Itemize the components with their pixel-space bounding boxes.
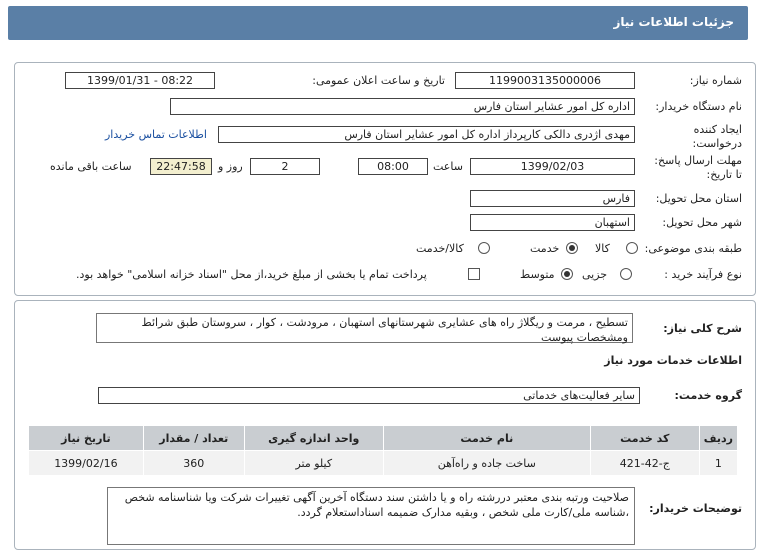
buyer-contact-link[interactable]: اطلاعات تماس خریدار xyxy=(105,128,207,141)
cell-unit: کیلو متر xyxy=(244,451,383,476)
service-group-field: سایر فعالیت‌های خدماتی xyxy=(98,387,640,404)
cell-service-name: ساخت جاده و راه‌آهن xyxy=(383,451,590,476)
remaining-days-label: روز و xyxy=(218,160,243,173)
purchase-type-label: نوع فرآیند خرید : xyxy=(664,268,742,281)
col-row-number: ردیف xyxy=(699,426,737,451)
table-header-row xyxy=(29,426,738,451)
purchase-type-radio-minor[interactable] xyxy=(620,268,632,280)
col-service-name: نام خدمت xyxy=(383,426,590,451)
requester-label-line2: درخواست: xyxy=(692,137,742,150)
col-quantity: تعداد / مقدار xyxy=(143,426,244,451)
announce-datetime-label: تاریخ و ساعت اعلان عمومی: xyxy=(312,74,445,87)
col-service-code: کد خدمت xyxy=(590,426,699,451)
deadline-time-field: 08:00 xyxy=(358,158,428,175)
description-box: تسطیح ، مرمت و ریگلاژ راه های عشایری شهرستانهای استهبان ، مرودشت ، کوار ، سروستان طبق شرائط ومشخصات پیوست xyxy=(96,313,633,343)
cell-service-code: ج-42-421 xyxy=(590,451,699,476)
buyer-org-field: اداره کل امور عشایر استان فارس xyxy=(170,98,635,115)
buyer-notes-box: صلاحیت ورتبه بندی معتبر دررشته راه و یا داشتن سند دستگاه آخرین آگهی تغییرات شرکت ویا شناسنامه شخص ،شناسه ملی/کارت ملی شخص ، وبقیه مدارک ضمیمه اسناداستعلام گردد. xyxy=(107,487,635,545)
table-row xyxy=(29,451,738,476)
remaining-time-label: ساعت باقی مانده xyxy=(50,160,132,173)
delivery-province-field: فارس xyxy=(470,190,635,207)
purchase-type-radio-medium[interactable] xyxy=(561,268,573,280)
page-title: جزئیات اطلاعات نیاز xyxy=(613,15,734,29)
buyer-org-label: نام دستگاه خریدار: xyxy=(655,100,742,113)
requester-field: مهدی اژدری دالکی کارپرداز اداره کل امور عشایر استان فارس xyxy=(218,126,635,143)
deadline-label-line1: مهلت ارسال پاسخ: xyxy=(654,154,742,167)
cell-need-date: 1399/02/16 xyxy=(29,451,144,476)
treasury-payment-checkbox[interactable] xyxy=(468,268,480,280)
col-need-date: تاریخ نیاز xyxy=(29,426,144,451)
purchase-type-option-medium: متوسط xyxy=(520,268,555,281)
category-radio-service[interactable] xyxy=(566,242,578,254)
delivery-province-label: استان محل تحویل: xyxy=(655,192,742,205)
services-table xyxy=(28,425,738,476)
services-section-title: اطلاعات خدمات مورد نیاز xyxy=(604,354,742,367)
category-radio-goods-service[interactable] xyxy=(478,242,490,254)
treasury-payment-note: پرداخت تمام یا بخشی از مبلغ خرید،از محل "اسناد خزانه اسلامی" خواهد بود. xyxy=(76,268,427,281)
buyer-notes-label: توضیحات خریدار: xyxy=(649,502,742,515)
need-number-field: 1199003135000006 xyxy=(455,72,635,89)
deadline-time-label: ساعت xyxy=(433,160,463,173)
category-option-goods-service: کالا/خدمت xyxy=(416,242,464,255)
description-label: شرح کلی نیاز: xyxy=(663,322,742,335)
announce-datetime-field: 1399/01/31 - 08:22 xyxy=(65,72,215,89)
purchase-type-option-minor: جزیی xyxy=(582,268,608,281)
col-unit: واحد اندازه گیری xyxy=(244,426,383,451)
deadline-date-field: 1399/02/03 xyxy=(470,158,635,175)
remaining-days-field: 2 xyxy=(250,158,320,175)
remaining-time-field: 22:47:58 xyxy=(150,158,212,175)
category-option-service: خدمت xyxy=(530,242,560,255)
delivery-city-label: شهر محل تحویل: xyxy=(662,216,742,229)
category-label: طبقه بندی موضوعی: xyxy=(644,242,742,255)
requester-label-line1: ایجاد کننده xyxy=(693,123,742,136)
service-group-label: گروه خدمت: xyxy=(674,389,742,402)
category-radio-goods[interactable] xyxy=(626,242,638,254)
deadline-label-line2: تا تاریخ: xyxy=(706,168,742,181)
page-header xyxy=(8,6,748,40)
cell-row-number: 1 xyxy=(699,451,737,476)
category-option-goods: کالا xyxy=(595,242,610,255)
delivery-city-field: استهبان xyxy=(470,214,635,231)
cell-quantity: 360 xyxy=(143,451,244,476)
need-number-label: شماره نیاز: xyxy=(689,74,742,87)
